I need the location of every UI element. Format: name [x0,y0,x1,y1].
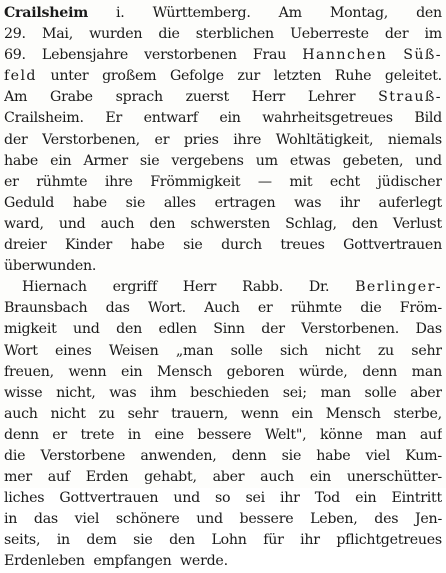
word: ein [309,469,332,486]
word: er [257,300,273,317]
word: vergebens [171,152,244,169]
word: Süß- [403,47,442,64]
word: sie [125,194,146,211]
text-line [4,467,442,488]
word: Ueberreste [290,26,369,43]
word: überwunden. [4,258,97,275]
word: den [416,5,442,21]
word: Verstorbene [40,447,126,464]
word: 69. [4,47,26,64]
word: Gottvertrauen [343,237,442,254]
word: treues [280,237,325,254]
word: Wohltätigkeit, [275,131,374,148]
word: habe [130,237,165,254]
word: man [320,384,351,401]
text-line [4,446,442,467]
text-line [4,362,442,383]
word: gebeten, [342,152,404,169]
word: und [415,152,442,169]
text-line [4,193,442,214]
word: für [263,532,284,549]
text-line [4,87,442,108]
paragraph [4,277,442,572]
word: im [424,26,442,43]
word: zu [377,342,394,359]
word: Montag, [329,5,389,21]
word: Gefolge [169,68,224,85]
word: sich [280,342,308,359]
word: Rabb. [242,279,283,296]
word: so [215,490,231,507]
word: rühmte [290,300,342,317]
word: dem [86,532,117,549]
word: ein [219,110,241,127]
word: Wort. [147,300,186,317]
word: wahrheitsgetreues [262,110,393,127]
word: Württemberg. [152,5,251,21]
word: bessere [239,511,294,528]
word: würde, [299,363,348,380]
word: Herr [251,89,286,106]
word: Am [4,89,28,106]
word: feld [4,68,37,85]
word: und [196,511,223,528]
word: entwarf [143,110,198,127]
word: trauern, [171,405,228,422]
word: die [158,26,180,43]
word: Lebensjahre [41,47,129,64]
text-line [4,488,442,509]
word: Jen- [414,511,442,528]
word-gap [172,551,181,572]
paragraph [4,3,442,277]
word: Ruhe [334,68,372,85]
word: Armer [83,152,128,169]
word: sie [139,152,160,169]
word: mit [289,173,313,190]
word: anwenden, [140,447,217,464]
word: denn [231,447,267,464]
word: wenn [68,363,107,380]
word: unter [50,68,89,85]
word: werde. [180,553,228,570]
word: um [255,152,278,169]
word: Grabe [50,89,93,106]
word: zu [98,405,115,422]
word: solle [364,384,397,401]
word: er [52,426,67,443]
word: ein [355,490,377,507]
word: Schlag, [285,215,337,232]
text-line [4,404,442,425]
word: sehr [127,405,159,422]
word: Frömmigkeit [150,173,241,190]
word: sprach [115,89,163,106]
word: Crailsheim. [4,110,84,127]
word: zur [237,68,261,85]
word: man [411,363,442,380]
word: den [149,215,176,232]
word: habe [4,152,39,169]
word: sterblichen [195,26,274,43]
word: — [257,173,272,190]
word: Verstorbenen. [301,321,400,338]
word: Fröm- [399,300,442,317]
word: Erdenleben [4,553,85,570]
word: Welt", [264,426,307,443]
word: Erden [85,469,129,486]
word: pries [183,131,219,148]
word: schwersten [190,215,271,232]
word: und [58,215,86,232]
word: Mensch [325,405,381,422]
word: gehabt, [144,469,197,486]
word: Am [278,5,302,21]
word: zuerst [185,89,229,106]
word: aber [410,384,442,401]
word: Auch [204,300,240,317]
word: Mai, [41,26,73,43]
text-line [4,298,442,319]
word: auferlegt [378,194,442,211]
word: habe [72,194,107,211]
word: ein [121,363,143,380]
word: mer [4,469,32,486]
word: sehr [411,342,442,359]
word: beschieden [190,384,270,401]
word: schönere [115,511,180,528]
word: freuen, [4,363,54,380]
text-line [4,66,442,87]
word: den [169,532,195,549]
word: in [4,511,18,528]
text-line [4,151,442,172]
word: solle [230,342,263,359]
word: i. [116,5,125,21]
word: Mensch [157,363,212,380]
word: in [56,532,70,549]
text-line [4,45,442,66]
word: Dr. [308,279,330,296]
word: Strauß- [378,89,442,106]
word: ein [291,405,313,422]
word: ein [50,152,72,169]
text-line [4,509,442,530]
word: Braunsbach [4,300,88,317]
word: er [4,173,19,190]
word: trete [80,426,115,443]
word: Eintritt [391,490,442,507]
word: ergriff [112,279,157,296]
word: auf [419,426,442,443]
word: dreier [4,237,47,254]
word: Verlust [392,215,442,232]
word: viel [365,447,391,464]
word: Lehrer [307,89,356,106]
word: die [4,447,26,464]
word: denn [362,363,397,380]
word: edlen [158,321,197,338]
word: liches [4,490,45,507]
word: durch [221,237,262,254]
word: ihr [300,532,320,549]
word: Sinn [213,321,245,338]
word: des [374,511,399,528]
word: ihm [150,384,177,401]
word: man [376,426,407,443]
text-line [4,256,442,277]
word: Frau [252,47,287,64]
word: er [154,131,170,148]
word: Geduld [4,194,55,211]
word: Weisen [108,342,159,359]
word: geleitet. [384,68,442,85]
word: den [116,321,142,338]
text-line [4,24,442,45]
word: Er [105,110,122,127]
word: seits, [4,532,41,549]
word: eine [154,426,184,443]
word: Lohn [211,532,247,549]
word: Kum- [405,447,442,464]
text-line [4,172,442,193]
text-line [4,319,442,340]
word: denn [4,426,39,443]
word: Herr [182,279,217,296]
word: sie [281,447,302,464]
place-name: Crailsheim [4,5,88,21]
text-line [4,383,442,404]
word: pflichtgetreues [336,532,442,549]
word: 29. [4,26,26,43]
word: in [127,426,141,443]
text-line [4,425,442,446]
word: sei [245,490,265,507]
word: Das [415,321,442,338]
word: wisse [4,384,43,401]
word: auch [100,215,135,232]
word: der [4,131,28,148]
word: bessere [197,426,252,443]
word: ihr [279,490,300,507]
text-line [4,3,442,24]
word: Tod [314,490,341,507]
word: empfangen [93,553,172,570]
word: auch [4,405,38,422]
word: wenn [240,405,279,422]
word: aber [212,469,245,486]
word: alles [163,194,196,211]
word: letzten [273,68,322,85]
word: Leben, [310,511,358,528]
word: nicht, [56,384,96,401]
word: der [261,321,285,338]
word: das [105,300,130,317]
word: Bild [414,110,442,127]
word: nicht [325,342,361,359]
word: ihre [104,173,133,190]
word: was [294,194,322,211]
text-line [4,551,442,572]
word: sie [183,237,203,254]
word: ihr [339,194,360,211]
word: „man [175,342,214,359]
text-line [4,130,442,151]
word: Hiernach [22,279,87,296]
word: großem [102,68,157,85]
word: sterbe, [393,405,442,422]
word: was [109,384,137,401]
word: Gottvertrauen [59,490,159,507]
word: Kinder [64,237,113,254]
word: habe [316,447,351,464]
word: etwas [289,152,331,169]
word: ertragen [214,194,276,211]
text-line [4,277,442,298]
word: ihre [233,131,262,148]
word: rühmte [36,173,88,190]
text-line [4,530,442,551]
word: sei; [282,384,307,401]
word: viel [74,511,100,528]
word: Wort [4,342,38,359]
word: auf [47,469,70,486]
word: das [33,511,58,528]
word: nicht [50,405,86,422]
article-body [4,3,442,573]
word: jüdischer [377,173,442,190]
text-line [4,341,442,362]
word: niemals [387,131,442,148]
word: unerschütter- [346,469,442,486]
word: wurden [89,26,143,43]
word: verstorbenen [144,47,237,64]
word: Hannchen [302,47,388,64]
text-line [4,108,442,129]
text-line [4,235,442,256]
word: auch [260,469,294,486]
word: eines [55,342,92,359]
word: echt [329,173,361,190]
word: der [384,26,409,43]
word: und [173,490,200,507]
word: Berlinger- [355,279,442,296]
word-gap [85,551,94,572]
text-line [4,214,442,235]
word: Verstorbenen, [42,131,140,148]
word: und [73,321,100,338]
word: die [360,300,382,317]
word: sie [133,532,153,549]
word: ward, [4,215,44,232]
word: geboren [226,363,285,380]
word: migkeit [4,321,57,338]
word: den [351,215,378,232]
word: könne [319,426,363,443]
